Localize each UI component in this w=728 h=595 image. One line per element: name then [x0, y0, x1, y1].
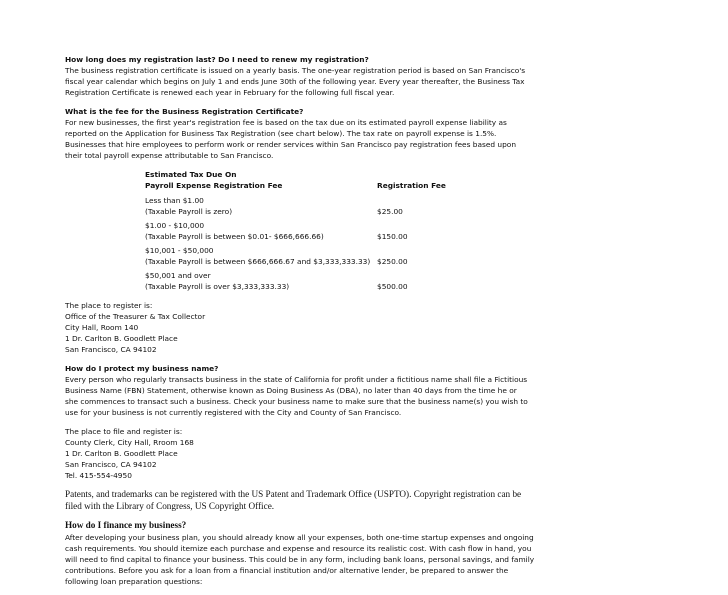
paragraph-line: fiscal year calendar which begins on July 1 and ends June 30th of the following year. Every year thereafter, the Business Tax [65, 77, 525, 86]
fee-range: $1.00 - $10,000 [145, 221, 205, 230]
address-line: County Clerk, City Hall, Rroom 168 [65, 438, 194, 447]
paragraph-line: Business Name (FBN) Statement, otherwise known as Doing Business As (DBA), no later than 40 days from the time he or [65, 386, 517, 395]
address-line: San Francisco, CA 94102 [65, 460, 157, 469]
fee-amount: $150.00 [377, 232, 408, 241]
address-line: 1 Dr. Carlton B. Goodlett Place [65, 449, 178, 458]
header-tax-due-line2: Payroll Expense Registration Fee [145, 181, 283, 190]
header-registration-fee: Registration Fee [377, 181, 446, 190]
section-registration-renewal [65, 54, 540, 98]
fee-range-cell [145, 242, 377, 267]
section-protect-business-name [65, 363, 540, 418]
fee-table-header [145, 169, 457, 192]
fee-table-row [145, 217, 457, 242]
paragraph-line: use for your business is not currently registered with the City and County of San Francisco. [65, 408, 402, 417]
paragraph-line: will need to find capital to finance your business. This could be in any form, including bank loans, personal savings, and family [65, 554, 535, 564]
fee-range: $50,001 and over [145, 271, 211, 280]
paragraph-line: their total payroll expense attributable to San Francisco. [65, 151, 274, 160]
paragraph-line: contributions. Before you ask for a loan from a financial institution and/or alternative lender, be prepared to answer the [65, 565, 509, 575]
patents-paragraph [65, 489, 540, 512]
register-address-block [65, 300, 540, 355]
fee-range: $10,001 - $50,000 [145, 246, 214, 255]
phone-line: Tel. 415-554-4950 [65, 471, 132, 480]
paragraph-line: Every person who regularly transacts business in the state of California for profit under a fictitious name shall file a Fictitious [65, 375, 528, 384]
fee-amount: $25.00 [377, 207, 403, 216]
paragraph-line: filed with the Library of Congress, US Copyright Office. [65, 500, 275, 511]
paragraph-line: Registration Certificate is renewed each year in February for the following full fiscal year. [65, 88, 395, 97]
fee-range-cell [145, 192, 377, 217]
paragraph-line: Businesses that hire employees to perform work or render services within San Francisco pay registration fees based upon [65, 140, 517, 149]
paragraph-line: reported on the Application for Business Tax Registration (see chart below). The tax rate on payroll expense is 1.5%. [65, 129, 497, 138]
section-finance-business [65, 520, 540, 587]
header-tax-due-line1: Estimated Tax Due On [145, 170, 237, 179]
file-address-block [65, 426, 540, 481]
section-heading: What is the fee for the Business Registration Certificate? [65, 107, 304, 116]
header-tax-due [145, 169, 377, 192]
fee-amount: $250.00 [377, 257, 408, 266]
address-line: Office of the Treasurer & Tax Collector [65, 312, 206, 321]
section-registration-fee [65, 106, 540, 161]
fee-range-detail: (Taxable Payroll is between $666,666.67 and $3,333,333.33) [145, 257, 371, 266]
fee-amount: $500.00 [377, 282, 408, 291]
paragraph-line: she commences to transact such a business. Check your business name to make sure that the business name(s) you wish to [65, 397, 528, 406]
section-heading: How long does my registration last? Do I need to renew my registration? [65, 55, 369, 64]
fee-table-row [145, 192, 457, 217]
paragraph-line: Patents, and trademarks can be registered with the US Patent and Trademark Office (USPTO). Copyright registration can be [65, 489, 522, 499]
fee-table-row [145, 267, 457, 292]
address-line: The place to file and register is: [65, 427, 183, 436]
paragraph-line: The business registration certificate is issued on a yearly basis. The one-year registration period is based on San Francisco's [65, 66, 526, 75]
fee-range: Less than $1.00 [145, 196, 204, 205]
section-heading: How do I finance my business? [65, 520, 187, 530]
paragraph-line: After developing your business plan, you should already know all your expenses, both one-time startup expenses and ongoing [65, 532, 534, 542]
address-line: The place to register is: [65, 301, 153, 310]
section-heading: How do I protect my business name? [65, 364, 219, 373]
fee-range-detail: (Taxable Payroll is zero) [145, 207, 233, 216]
document-page [65, 54, 540, 595]
fee-range-cell [145, 267, 377, 292]
paragraph-line: For new businesses, the first year's registration fee is based on the tax due on its estimated payroll expense liability as [65, 118, 507, 127]
fee-range-detail: (Taxable Payroll is between $0.01- $666,666.66) [145, 232, 324, 241]
paragraph-line: following loan preparation questions: [65, 576, 203, 586]
address-line: San Francisco, CA 94102 [65, 345, 157, 354]
fee-range-cell [145, 217, 377, 242]
fee-table-row [145, 242, 457, 267]
address-line: City Hall, Room 140 [65, 323, 139, 332]
paragraph-line: cash requirements. You should itemize each purchase and expense and resource its realistic cost. With cash flow in hand, you [65, 543, 532, 553]
registration-fee-table [145, 169, 457, 292]
fee-range-detail: (Taxable Payroll is over $3,333,333.33) [145, 282, 290, 291]
address-line: 1 Dr. Carlton B. Goodlett Place [65, 334, 178, 343]
